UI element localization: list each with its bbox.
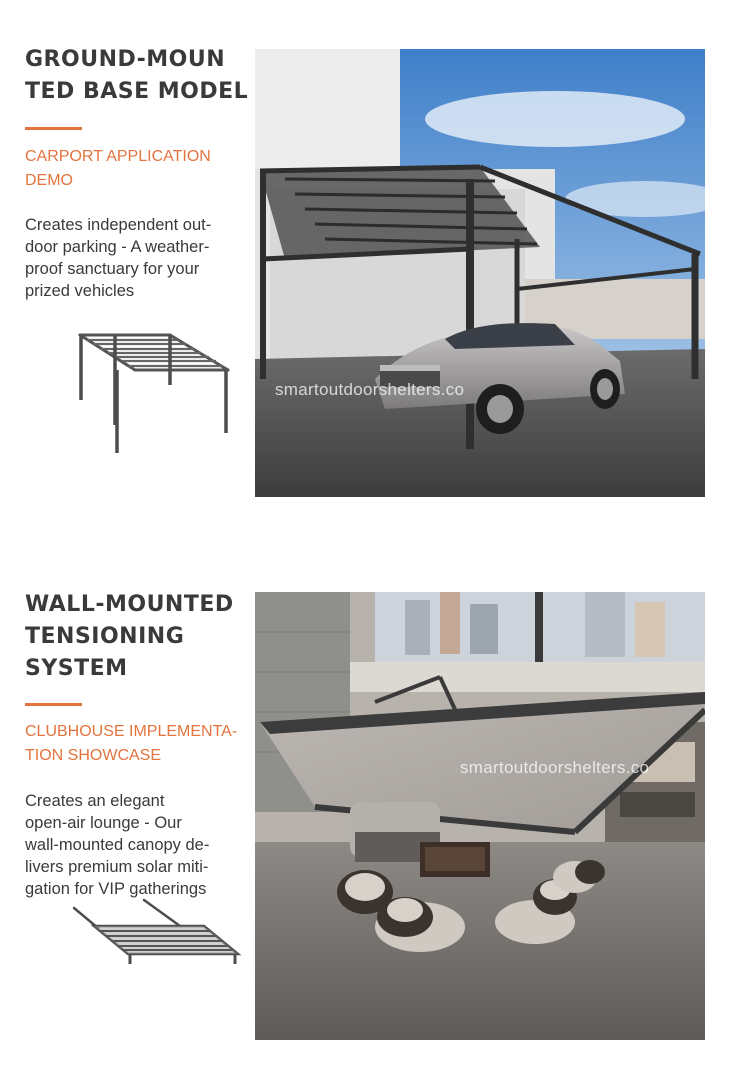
carport-photo [255,49,705,497]
subtitle-line: TION SHOWCASE [25,747,162,764]
clubhouse-photo [255,592,705,1040]
description-line: Creates an elegant [25,792,165,810]
subtitle-line: CARPORT APPLICATION [25,148,211,165]
description-line: proof sanctuary for your [25,260,200,278]
title-line: WALL-MOUNTED [25,592,234,617]
section-subtitle [25,145,211,193]
title-line: TED BASE MODEL [25,79,249,104]
description-line: Creates independent out- [25,216,212,234]
description-line: wall-mounted canopy de- [25,836,210,854]
wall-mounted-awning-sketch-icon [70,898,250,973]
title-line: SYSTEM [25,656,128,681]
section-title [25,44,248,108]
description-line: livers premium solar miti- [25,858,209,876]
title-line: TENSIONING [25,624,185,649]
section-title [25,589,234,685]
carport-frame-sketch-icon [70,325,240,465]
section-description [25,790,245,900]
description-line: open-air lounge - Our [25,814,182,832]
subtitle-line: CLUBHOUSE IMPLEMENTA- [25,723,238,740]
accent-divider [25,127,82,130]
watermark: smartoutdoorshelters.co [275,380,465,399]
description-line: gation for VIP gatherings [25,880,207,898]
section-subtitle [25,720,237,768]
description-line: door parking - A weather- [25,238,210,256]
subtitle-line: DEMO [25,172,73,189]
title-line: GROUND-MOUN [25,47,226,72]
watermark: smartoutdoorshelters.co [460,758,650,777]
accent-divider [25,703,82,706]
section-description [25,214,245,302]
description-line: prized vehicles [25,282,135,300]
